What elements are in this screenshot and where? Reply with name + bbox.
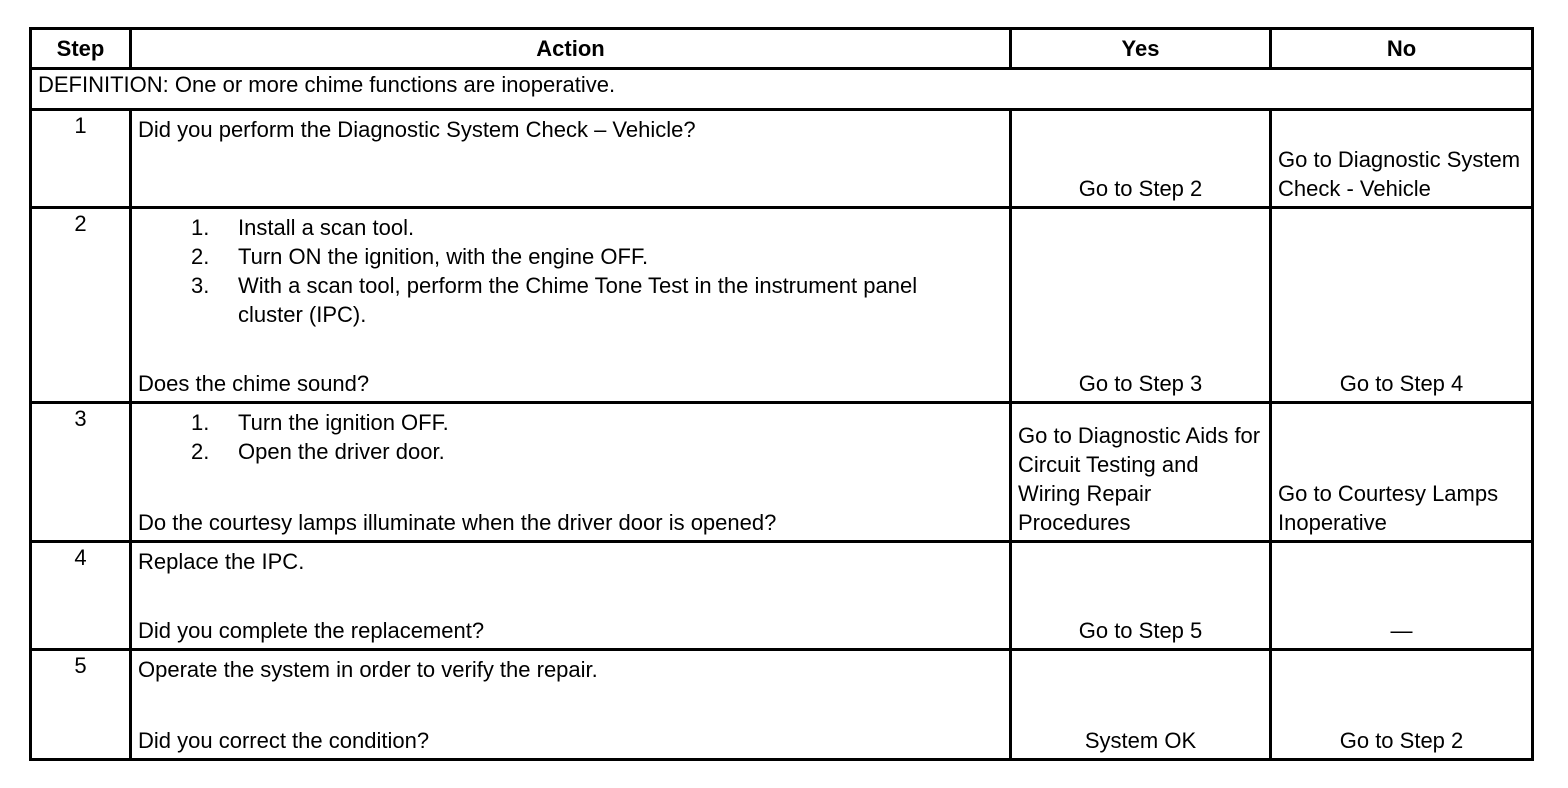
yes-result: Go to Diagnostic Aids for Circuit Testing and Wiring Repair Procedures [1018, 423, 1261, 535]
header-action: Action [131, 29, 1011, 69]
list-item: 1. Install a scan tool. [191, 215, 415, 240]
action-cell [131, 650, 1011, 760]
yes-cell [1011, 650, 1271, 760]
yes-result: Go to Step 3 [1078, 371, 1203, 396]
header-row [31, 29, 1533, 69]
no-cell [1271, 650, 1533, 760]
action-cell [131, 403, 1011, 542]
step-number: 5 [31, 650, 131, 760]
table-row [31, 650, 1533, 760]
action-question: Does the chime sound? [138, 371, 370, 396]
action-question: Do the courtesy lamps illuminate when the driver door is opened? [138, 510, 777, 535]
yes-result: System OK [1084, 728, 1197, 753]
no-result: Go to Step 4 [1339, 371, 1464, 396]
definition-row [31, 69, 1533, 110]
action-list [138, 209, 1003, 329]
step-number: 4 [31, 542, 131, 650]
no-result: — [1390, 618, 1413, 643]
header-no: No [1271, 29, 1533, 69]
definition-text: DEFINITION: One or more chime functions are inoperative. [31, 69, 1533, 110]
yes-result: Go to Step 5 [1078, 618, 1203, 643]
header-step: Step [31, 29, 131, 69]
action-cell [131, 542, 1011, 650]
action-list [138, 404, 1003, 466]
action-text: Replace the IPC. [138, 549, 305, 574]
yes-cell [1011, 542, 1271, 650]
step-number: 2 [31, 208, 131, 403]
list-item: 2. Open the driver door. [191, 439, 445, 464]
action-question: Did you perform the Diagnostic System Check – Vehicle? [138, 117, 696, 142]
action-cell [131, 208, 1011, 403]
no-cell [1271, 403, 1533, 542]
yes-cell [1011, 403, 1271, 542]
no-cell [1271, 208, 1533, 403]
action-question: Did you complete the replacement? [138, 618, 485, 643]
list-item: 3. With a scan tool, perform the Chime Tone Test in the instrument panel cluster (IPC). [191, 273, 918, 327]
action-question: Did you correct the condition? [138, 728, 430, 753]
diagnostic-table [29, 27, 1534, 761]
step-number: 3 [31, 403, 131, 542]
table-row [31, 208, 1533, 403]
header-yes: Yes [1011, 29, 1271, 69]
action-text: Operate the system in order to verify the repair. [138, 657, 598, 682]
table-row [31, 110, 1533, 208]
table-row [31, 403, 1533, 542]
list-item: 2. Turn ON the ignition, with the engine OFF. [191, 244, 649, 269]
yes-cell [1011, 208, 1271, 403]
list-item: 1. Turn the ignition OFF. [191, 410, 449, 435]
no-result: Go to Courtesy Lamps Inoperative [1278, 481, 1499, 535]
no-cell [1271, 110, 1533, 208]
step-number: 1 [31, 110, 131, 208]
action-cell [131, 110, 1011, 208]
yes-result: Go to Step 2 [1078, 176, 1203, 201]
no-result: Go to Step 2 [1339, 728, 1464, 753]
table-row [31, 542, 1533, 650]
yes-cell [1011, 110, 1271, 208]
no-result: Go to Diagnostic System Check - Vehicle [1278, 147, 1521, 201]
no-cell [1271, 542, 1533, 650]
